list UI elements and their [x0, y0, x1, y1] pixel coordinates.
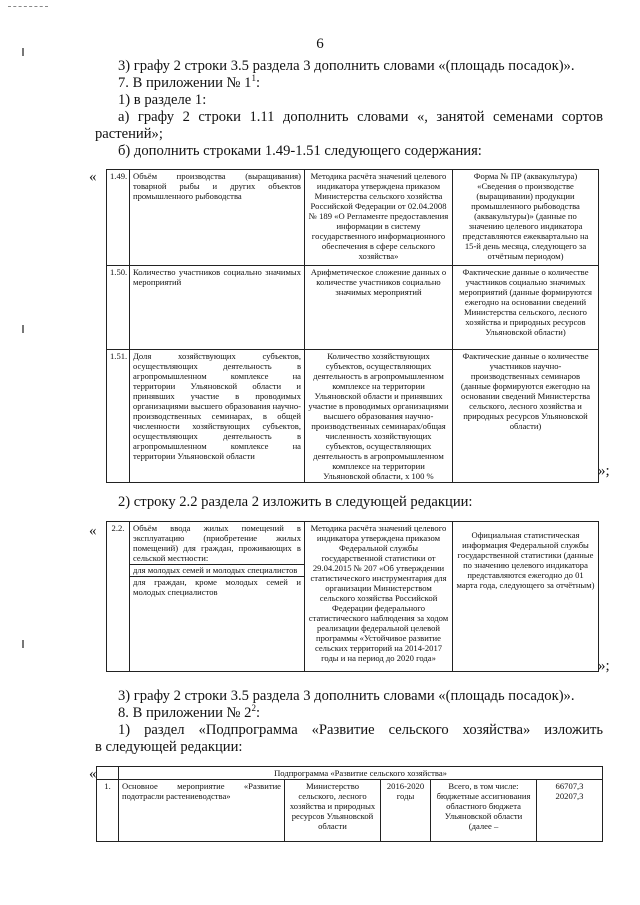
paragraph: 2) строку 2.2 раздела 2 изложить в следующей редакции:	[118, 494, 473, 510]
indicator-name-sub: для молодых семей и молодых специалистов	[130, 564, 304, 575]
paragraph: 1) раздел «Подпрограмма «Развитие сельского хозяйства» изложить	[118, 722, 603, 738]
activity-years: 2016-2020 годы	[381, 780, 431, 842]
activity-executor: Министерство сельского, лесного хозяйства и природных ресурсов Ульяновской области	[285, 780, 381, 842]
scan-mark	[22, 325, 24, 333]
paragraph: растений»;	[95, 126, 163, 142]
paragraph: 7. В приложении № $1^1$:	[118, 73, 260, 91]
indicator-name-main: Объём ввода жилых помещений в эксплуатацию (приобретение жилых помещений) для граждан, проживающих в сельской местности:	[133, 523, 301, 563]
paragraph: 8. В приложении № $2^2$:	[118, 703, 260, 721]
scan-mark	[22, 640, 24, 648]
indicator-name: Объём производства (выращивания) товарной рыбы и других объектов промышленного рыбоводства	[130, 170, 305, 266]
indicator-source: Форма № ПР (аквакультура) «Сведения о производстве (выращивании) продукции промышленного рыбоводства (аквакультуры)» (данные по значению целевого индикатора представляются ежеквартально на 15-й день месяца, следующего за отчётным периодом)	[453, 170, 599, 266]
activity-name: Основное мероприятие «Развитие подотрасли растениеводства»	[119, 780, 285, 842]
indicator-method: Методика расчёта значений целевого индикатора утверждена приказом Федеральной службы государственной статистики от 29.04.2015 № 207 «Об утверждении статистического инструментария для организации Министерством сельского хозяйства Российской Федерации федерального статистического наблюдения за ходом реализации федеральной целевой программы «Устойчивое развитие сельских территорий на 2014-2017 годы и на период до 2020 года»	[305, 522, 453, 672]
funding-amount	[537, 780, 603, 842]
indicator-source: Фактические данные о количестве участников социально значимых мероприятий (данные формируются ежегодно на основании сведений Министерства сельского, лесного хозяйства и природных ресурсов Ульяновской области)	[453, 266, 599, 350]
open-quote: «	[89, 523, 97, 539]
indicator-source: Официальная статистическая информация Федеральной службы государственной статистики (данные по значению целевого индикатора представляются ежегодно до 01 марта года, следующего за отчётным)	[453, 522, 599, 672]
row-number: 1.50.	[107, 266, 130, 350]
paragraph: в следующей редакции:	[95, 739, 243, 755]
indicator-name: Доля хозяйствующих субъектов, осуществляющих деятельность в агропромышленном комплексе на территории Ульяновской области и принявших участие в проводимых организациями высшего образования научно-производственных семинарах, в общей численности хозяйствующих субъектов, осуществляющих деятельность в агропромышленном комплексе на территории Ульяновской области	[130, 350, 305, 483]
scan-artifact	[8, 6, 48, 10]
indicator-table-1	[106, 169, 599, 483]
indicator-name	[130, 522, 305, 672]
table-row	[107, 170, 599, 266]
paragraph: 3) графу 2 строки 3.5 раздела 3 дополнить словами «(площадь посадок)».	[118, 688, 575, 704]
open-quote: «	[89, 169, 97, 185]
funding-source	[431, 780, 537, 842]
indicator-method: Методика расчёта значений целевого индикатора утверждена приказом Министерства сельского хозяйства Российской Федерации от 02.04.2008 № 189 «О Регламенте предоставления информации в систему государственного информационного обеспечения в сфере сельского хозяйства»	[305, 170, 453, 266]
page-number: 6	[316, 36, 324, 52]
subprogram-title: Подпрограмма «Развитие сельского хозяйства»	[119, 767, 603, 780]
paragraph: 1) в разделе 1:	[118, 92, 207, 108]
table-header-row	[97, 767, 603, 780]
indicator-name: Количество участников социально значимых мероприятий	[130, 266, 305, 350]
paragraph: 3) графу 2 строки 3.5 раздела 3 дополнить словами «(площадь посадок)».	[118, 58, 575, 74]
table-row	[107, 350, 599, 483]
table-row	[107, 266, 599, 350]
funding-total-label: Всего, в том числе:	[448, 781, 519, 791]
close-quote: »;	[598, 463, 610, 479]
close-quote: »;	[598, 658, 610, 674]
indicator-table-2	[106, 521, 599, 672]
indicator-source: Фактические данные о количестве участников научно-производственных семинаров (данные формируются ежегодно на основании сведений Министерства сельского, лесного хозяйства и природных ресурсов Ульяновской области)	[453, 350, 599, 483]
row-number: 1.49.	[107, 170, 130, 266]
row-number: 1.	[97, 780, 119, 842]
paragraph: а) графу 2 строки 1.11 дополнить словами «, занятой семенами сортов	[118, 109, 603, 125]
amount-total: 66707,3	[555, 781, 584, 791]
open-quote: «	[89, 766, 97, 782]
table-row	[107, 522, 599, 672]
funding-regional-label: бюджетные ассигнования областного бюджета Ульяновской области (далее –	[436, 791, 531, 831]
row-number: 1.51.	[107, 350, 130, 483]
row-number: 2.2.	[107, 522, 130, 672]
table-row	[97, 780, 603, 842]
indicator-name-sub: для граждан, кроме молодых семей и молодых специалистов	[130, 576, 304, 597]
paragraph: б) дополнить строками 1.49-1.51 следующего содержания:	[118, 143, 482, 159]
subprogram-table	[96, 766, 603, 842]
amount-regional: 20207,3	[555, 791, 584, 801]
indicator-method: Арифметическое сложение данных о количестве участников социально значимых мероприятий	[305, 266, 453, 350]
indicator-method: Количество хозяйствующих субъектов, осуществляющих деятельность в агропромышленном комплексе на территории Ульяновской области и принявших участие в проводимых организациями высшего образования научно-производственных семинарах/общая численность хозяйствующих субъектов, осуществляющих деятельность в агропромышленном комплексе на территории Ульяновской области, х 100 %	[305, 350, 453, 483]
